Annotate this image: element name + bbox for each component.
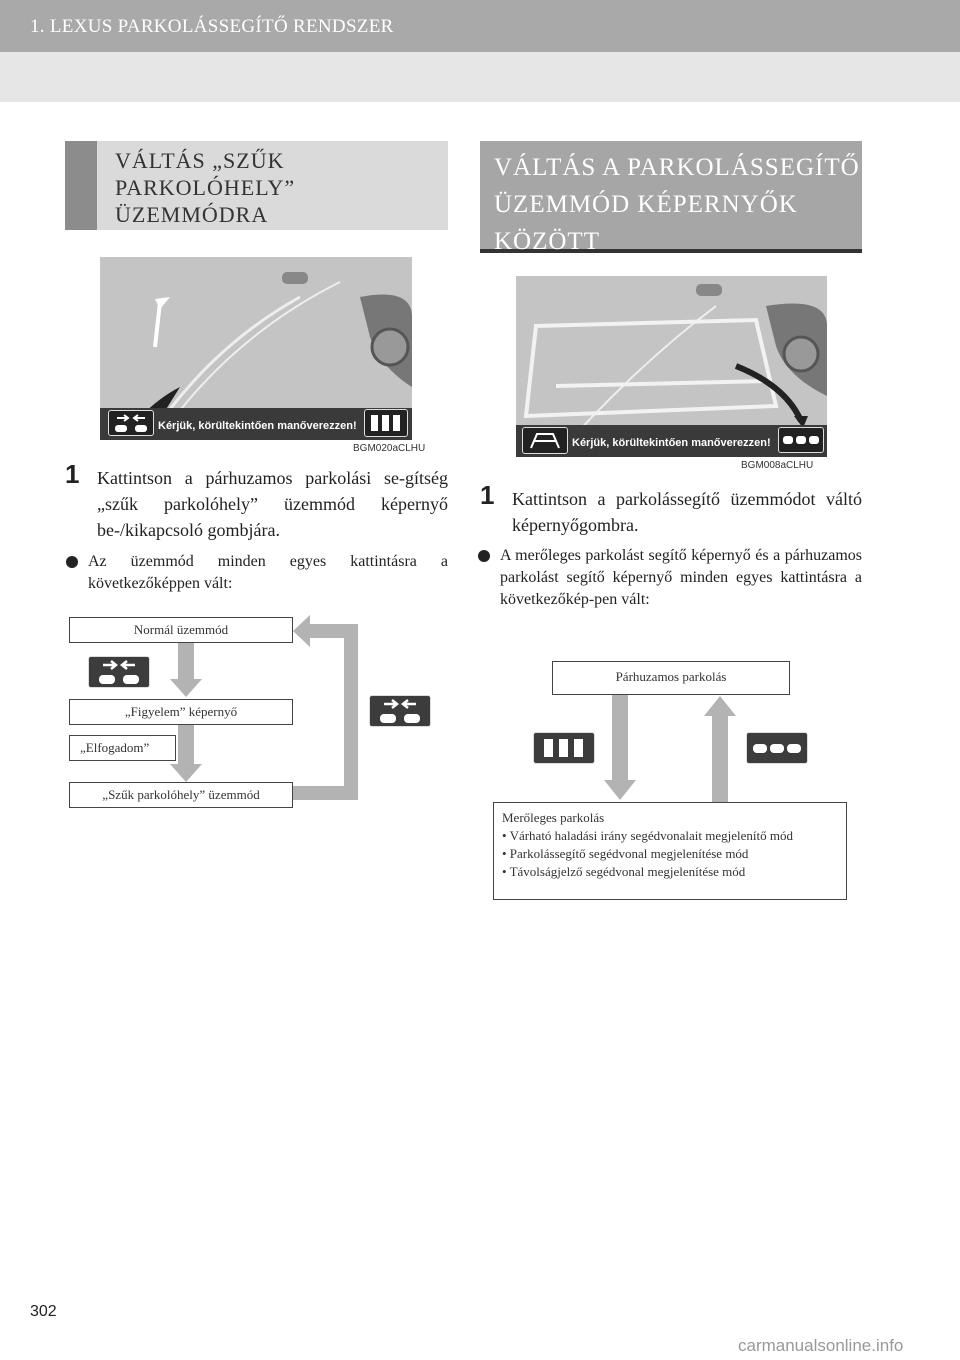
right-step-1: [480, 480, 862, 538]
flow-perpendicular-parking: Merőleges parkolás • Várható haladási irány segédvonalait megjelenítő mód • Parkolássegítő segédvonal megjelenítése mód • Távolságjelző segédvonal megjelenítése mód: [493, 802, 847, 900]
right-section-heading: [480, 141, 862, 253]
header-bar: [0, 0, 960, 52]
left-heading-text: VÁLTÁS „SZŰK PARKOLÓHELY” ÜZEMMÓDRA: [115, 148, 296, 227]
bullet-text: Az üzemmód minden egyes kattintásra a következőképpen vált:: [88, 553, 448, 592]
bullet-text: A merőleges parkolást segítő képernyő és a párhuzamos parkolást segítő képernyő minden egyes kattintásra a következőkép-pen vált:: [500, 547, 862, 608]
parallel-parking-button-icon[interactable]: [364, 409, 408, 437]
bullet-dot: [66, 556, 78, 568]
left-step-1: [65, 459, 448, 543]
page-number: 302: [30, 1303, 57, 1320]
tight-parking-icon-1: [88, 656, 150, 688]
right-screenshot: [516, 276, 827, 457]
warning-message: Kérjük, körültekintően manőverezzen!: [158, 420, 357, 432]
mode-switch-button-icon[interactable]: [778, 427, 824, 453]
left-screenshot: [100, 257, 412, 440]
bullet-dot: [478, 550, 490, 562]
flow-normal-mode: Normál üzemmód: [69, 617, 293, 643]
tight-parking-icon-2: [369, 695, 431, 727]
guide-line-button-icon[interactable]: [522, 427, 568, 454]
chapter-title: 1. LEXUS PARKOLÁSSEGÍTŐ RENDSZER: [30, 16, 394, 37]
flow-parallel-parking: Párhuzamos parkolás: [552, 661, 790, 695]
heading-tab: [65, 141, 97, 230]
left-section-heading: [65, 141, 448, 230]
step-number: 1: [65, 459, 80, 489]
right-heading-text: VÁLTÁS A PARKOLÁSSEGÍTŐ ÜZEMMÓD KÉPERNYŐK KÖZÖTT: [494, 154, 860, 255]
flow-figyelem-screen: „Figyelem” képernyő: [69, 699, 293, 725]
right-image-code: BGM008aCLHU: [741, 460, 814, 471]
perpendicular-parking-icon: [746, 732, 808, 764]
step-number: 1: [480, 480, 495, 510]
tight-parking-button-icon[interactable]: [108, 410, 154, 436]
watermark: carmanualsonline.info: [738, 1336, 904, 1355]
warning-message: Kérjük, körültekintően manőverezzen!: [572, 437, 771, 449]
flow-elfogadom: „Elfogadom”: [69, 735, 176, 761]
flow-szuk-mode: „Szűk parkolóhely” üzemmód: [69, 782, 293, 808]
header-sub-band: [0, 52, 960, 102]
step-text: Kattintson a parkolássegítő üzemmódot váltó képernyőgombra.: [512, 489, 862, 535]
parallel-parking-icon: [533, 732, 595, 764]
step-text: Kattintson a párhuzamos parkolási se-gítség „szűk parkolóhely” üzemmód képernyő be-/kikapcsoló gombjára.: [97, 468, 448, 540]
right-bullet: [500, 545, 862, 611]
left-bullet: [88, 551, 448, 595]
left-image-code: BGM020aCLHU: [353, 443, 426, 454]
